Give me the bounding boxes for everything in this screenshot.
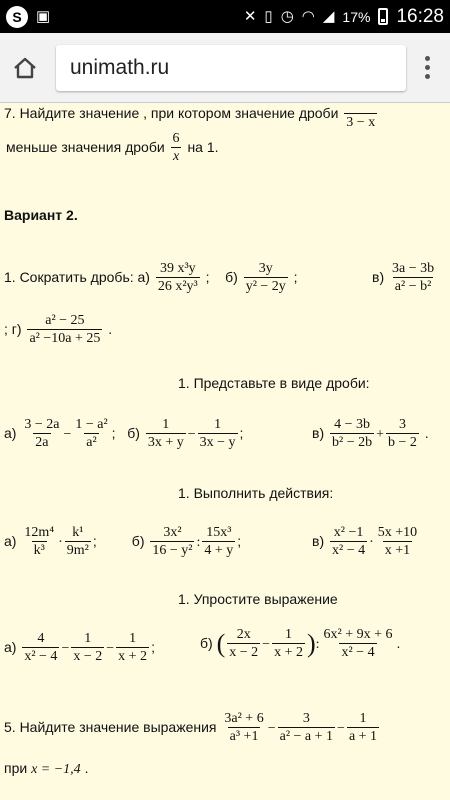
task-1-row2 [4, 313, 112, 347]
mute-icon: ✕ [243, 8, 257, 25]
operator: − [106, 640, 115, 656]
fraction-numerator: 1 [129, 631, 137, 646]
task-1-v [372, 261, 438, 295]
item-label: в) [312, 532, 325, 549]
fraction-numerator: 1 [285, 627, 293, 642]
item-label: а) [4, 532, 17, 549]
fraction-numerator: 1 [84, 631, 92, 646]
problem-7-fraction [344, 103, 377, 131]
text: при [4, 760, 28, 776]
item-label: а) [4, 424, 17, 441]
fraction-numerator: 3x² [163, 525, 182, 540]
fraction-numerator: 3a² + 6 [224, 711, 264, 726]
paren: ) [306, 629, 316, 659]
separator: ; [293, 268, 298, 285]
fraction-denominator: 16 − y² [152, 543, 193, 559]
fraction-numerator: 4 − 3b [334, 417, 370, 432]
item-label: б) [131, 532, 145, 549]
alarm-icon: ◷ [280, 8, 294, 25]
variant-heading: Вариант 2. [4, 207, 78, 223]
problem-7-text3: на 1. [187, 138, 219, 155]
task-4-label: 1. Упростите выражение [178, 591, 338, 607]
fraction-numerator: 3a − 3b [392, 261, 435, 276]
skype-icon: S [6, 6, 28, 28]
separator: . [396, 634, 401, 651]
separator: ; [92, 532, 97, 549]
separator: . [424, 424, 429, 441]
clock: 16:28 [396, 5, 444, 27]
fraction-denominator: a² − a + 1 [279, 729, 334, 745]
paren: ( [216, 629, 226, 659]
item-label: б) [127, 424, 140, 441]
fraction-numerator: 15x³ [206, 525, 232, 540]
task-2-v [312, 417, 429, 451]
status-bar [0, 0, 450, 33]
battery-percent: 17% [342, 8, 371, 25]
fraction-denominator: x + 2 [118, 649, 148, 665]
fraction-denominator: 3x − y [199, 435, 236, 451]
separator: ; [205, 268, 210, 285]
operator: + [376, 426, 384, 442]
fraction-denominator: x² − 4 [341, 645, 375, 661]
task-4-b [200, 627, 400, 661]
fraction-numerator: 1 [214, 417, 222, 432]
fraction-numerator: 1 [162, 417, 170, 432]
fraction-denominator: b² − 2b [332, 435, 373, 451]
wifi-icon: ◠ [301, 8, 315, 25]
fraction-denominator: x [172, 149, 180, 165]
task-5-condition [4, 760, 88, 778]
item-label: а) [4, 638, 17, 655]
problem-7-text: 7. Найдите значение , при котором значение дроби [4, 104, 339, 121]
operator: : [196, 534, 201, 550]
fraction-numerator: 12m⁴ [24, 525, 55, 540]
fraction-denominator: x − 2 [229, 645, 259, 661]
fraction-denominator: x − 2 [73, 649, 103, 665]
item-label: в) [372, 268, 385, 285]
fraction-denominator: 4 + y [204, 543, 234, 559]
fraction-denominator: 3 − x [346, 115, 376, 131]
fraction-6-x [171, 131, 182, 165]
fraction-denominator: a² −10a + 25 [29, 331, 101, 347]
separator: . [84, 760, 89, 776]
item-label: в) [312, 424, 325, 441]
task-1-label: 1. Сократить дробь: а) [4, 268, 150, 285]
operator: − [337, 720, 345, 736]
separator: ; [239, 424, 244, 441]
fraction-denominator: k³ [33, 543, 45, 559]
task-3-label: 1. Выполнить действия: [178, 485, 334, 501]
fraction-numerator: 3 [398, 417, 406, 432]
fraction-numerator: k¹ [72, 525, 84, 540]
item-label: б) [200, 634, 213, 651]
overflow-menu-icon[interactable] [422, 56, 432, 79]
problem-7-line2 [6, 131, 219, 165]
fraction-numerator: 6 [172, 131, 180, 146]
fraction-denominator: x + 2 [274, 645, 303, 661]
fraction-denominator: 2a [35, 435, 49, 451]
task-4-row [4, 631, 155, 665]
fraction-numerator: 3 [302, 711, 310, 726]
fraction-denominator: a³ +1 [229, 729, 259, 745]
fraction-denominator: a² − b² [394, 279, 432, 295]
fraction-numerator: 3 − 2a [24, 417, 60, 432]
fraction-numerator: 6x² + 9x + 6 [323, 627, 393, 642]
signal-icon: ◢ [322, 8, 335, 25]
battery-icon [378, 8, 388, 25]
task-3-v [312, 525, 421, 559]
fraction-denominator: x +1 [384, 543, 411, 559]
operator: · [58, 534, 63, 550]
fraction-numerator: 1 [359, 711, 367, 726]
fraction-denominator: x² − 4 [332, 543, 366, 559]
operator: − [61, 640, 70, 656]
fraction-denominator: x² − 4 [24, 649, 58, 665]
operator: · [369, 534, 374, 550]
fraction-denominator: 26 x²y³ [157, 279, 198, 295]
fraction-numerator: 4 [37, 631, 45, 646]
fraction-denominator: a² [86, 435, 97, 451]
separator: . [108, 320, 113, 337]
fraction-numerator: 2x [236, 627, 251, 642]
operator: − [63, 426, 72, 442]
fraction-denominator: a + 1 [348, 729, 378, 745]
separator: ; [237, 532, 242, 549]
fraction-numerator: x² −1 [333, 525, 364, 540]
operator: : [315, 636, 320, 652]
fraction-numerator: 1 − a² [75, 417, 108, 432]
fraction-denominator: 3x + y [147, 435, 184, 451]
task-5-label: 5. Найдите значение выражения [4, 718, 217, 735]
task-2-row [4, 417, 243, 451]
vibrate-icon: ▯ [264, 8, 273, 25]
browser-toolbar [0, 33, 450, 103]
fraction-denominator: 9m² [66, 543, 89, 559]
fraction-numerator: 5x +10 [377, 525, 418, 540]
task-3-row [4, 525, 241, 559]
image-icon: ▣ [36, 8, 51, 25]
url-field[interactable]: unimath.ru [56, 45, 406, 91]
separator: ; [111, 424, 116, 441]
fraction-numerator: a² − 25 [45, 313, 85, 328]
problem-7-line1 [4, 103, 379, 131]
operator: − [267, 720, 276, 736]
separator: ; [151, 638, 155, 655]
task-1-row1 [4, 261, 298, 295]
problem-7-text2: меньше значения дроби [6, 138, 165, 155]
page-content [0, 103, 450, 800]
item-label: б) [225, 268, 238, 285]
home-icon[interactable] [12, 55, 38, 81]
value: x = −1,4 [31, 762, 81, 777]
operator: − [187, 426, 196, 442]
item-label: ; г) [4, 320, 22, 337]
fraction-numerator: 39 x³y [159, 261, 196, 276]
task-5-row [4, 711, 381, 745]
task-2-label: 1. Представьте в виде дроби: [178, 375, 370, 391]
operator: − [262, 636, 271, 652]
fraction-denominator: y² − 2y [245, 279, 286, 295]
fraction-numerator: 3y [258, 261, 273, 276]
fraction-denominator: b − 2 [388, 435, 417, 451]
